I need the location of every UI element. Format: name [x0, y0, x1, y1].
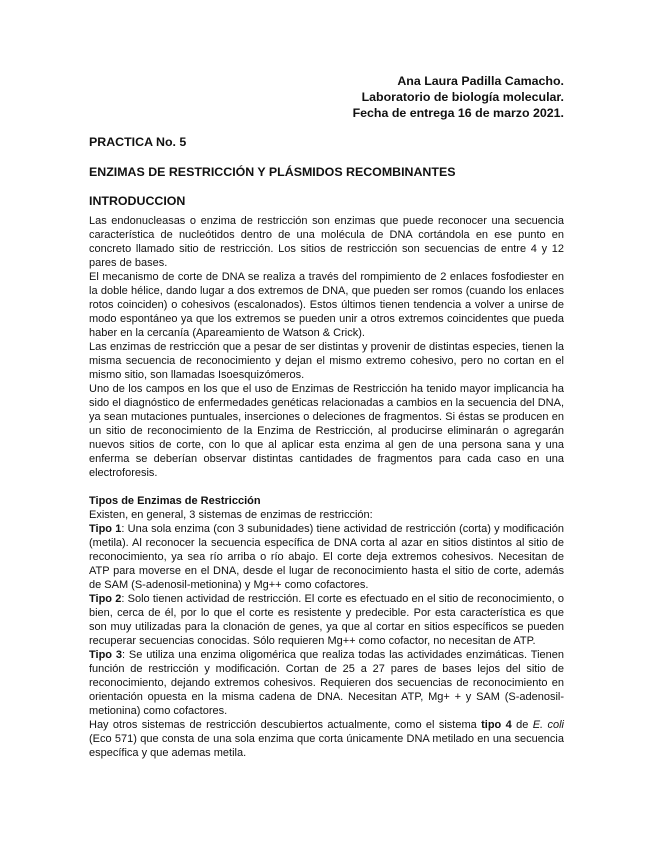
tipo4-paragraph: [89, 718, 564, 760]
tipo4-label: tipo 4: [481, 719, 512, 731]
tipo2-label: Tipo 2: [89, 593, 122, 605]
lab-name: Laboratorio de biología molecular.: [361, 90, 564, 104]
due-date: Fecha de entrega 16 de marzo 2021.: [352, 106, 564, 120]
intro-paragraph: Las enzimas de restricción que a pesar de ser distintas y provenir de distintas especies, tienen la misma secuencia de reconocimiento y dejan el mismo extremo cohesivo, pero no cortan en el mismo sitio, son llamadas Isoesquizómeros.: [89, 341, 564, 381]
tipo4-mid: de: [511, 719, 533, 731]
tipo2-text: : Solo tienen actividad de restricción. El corte es efectuado en el sitio de reconocimiento, o bien, cerca de él, por lo que el corte es resistente y predecible. Por esta característica es que son muy utilizadas para la clonación de genes, ya que al cortar en sitios específicos se pueden recuperar secuencias conocidas. Sólo requieren Mg++ como cofactor, no necesitan de ATP.: [89, 593, 564, 647]
tipo4-species: E. coli: [532, 719, 564, 731]
tipo3-label: Tipo 3: [89, 649, 122, 661]
tipos-heading: Tipos de Enzimas de Restricción: [89, 495, 261, 507]
intro-paragraph: El mecanismo de corte de DNA se realiza a través del rompimiento de 2 enlaces fosfodiester en la doble hélice, dando lugar a dos extremos de DNA, que pueden ser romos (cuando los enlaces rotos coinciden) o cohesivos (escalonados). Estos últimos tienen tendencia a volver a unirse de modo espontáneo ya que los extremos se pueden unir a otros extremos coincidentes que pueda haber en la cercanía (Apareamiento de Watson & Crick).: [89, 271, 564, 339]
intro-heading: INTRODUCCION: [89, 194, 186, 208]
tipo1-text: : Una sola enzima (con 3 subunidades) tiene actividad de restricción (corta) y modificación (metila). Al reconocer la secuencia específica de DNA corta al azar en sitios distintos al sitio de reconocimiento, ya sea río arriba o río abajo. El corte deja extremos cohesivos. Necesitan de ATP para moverse en el DNA, desde el lugar de reconocimiento hasta el sitio de corte, además de SAM (S-adenosil-metionina) y Mg++ como cofactores.: [89, 523, 564, 591]
tipo4-post: (Eco 571) que consta de una sola enzima que corta únicamente DNA metilado en una secuencia específica y que ademas metila.: [89, 733, 564, 759]
document-body: [89, 214, 564, 760]
tipo1-paragraph: [89, 522, 564, 592]
tipos-intro: Existen, en general, 3 sistemas de enzimas de restricción:: [89, 509, 373, 521]
tipo2-paragraph: [89, 592, 564, 648]
author-name: Ana Laura Padilla Camacho.: [397, 74, 564, 88]
tipo3-text: : Se utiliza una enzima oligomérica que realiza todas las actividades enzimáticas. Tienen función de restricción y modificación. Cortan de 25 a 27 pares de bases lejos del sitio de reconocimiento, dejando extremos cohesivos. Requieren dos secuencias de reconocimiento en orientación opuesta en la misma cadena de DNA. Necesitan ATP, Mg+ + y SAM (S-adenosil-metionina) como cofactores.: [89, 649, 564, 717]
document-title: ENZIMAS DE RESTRICCIÓN Y PLÁSMIDOS RECOMBINANTES: [89, 165, 456, 179]
document-header: [353, 73, 564, 121]
tipo1-label: Tipo 1: [89, 523, 122, 535]
practice-number: PRACTICA No. 5: [89, 135, 187, 149]
tipo4-pre: Hay otros sistemas de restricción descubiertos actualmente, como el sistema: [89, 719, 482, 731]
intro-paragraph: Las endonucleasas o enzima de restricción son enzimas que puede reconocer una secuencia característica de nucleótidos dentro de una molécula de DNA cortándola en ese punto en concreto llamado sitio de restricción. Los sitios de restricción son secuencias de entre 4 y 12 pares de bases.: [89, 215, 564, 269]
intro-paragraph: Uno de los campos en los que el uso de Enzimas de Restricción ha tenido mayor implicancia ha sido el diagnóstico de enfermedades genéticas relacionadas a cambios en la secuencia del DNA, ya sean mutaciones puntuales, inserciones o deleciones de fragmentos. Si éstas se producen en un sitio de reconocimiento de la Enzima de Restricción, al producirse eliminarán o agregarán nuevos sitios de corte, con lo que al aplicar esta enzima al gen de una persona sana y una enferma se deberían observar distintas cantidades de fragmentos para cada caso en una electroforesis.: [89, 383, 564, 479]
tipo3-paragraph: [89, 648, 564, 718]
